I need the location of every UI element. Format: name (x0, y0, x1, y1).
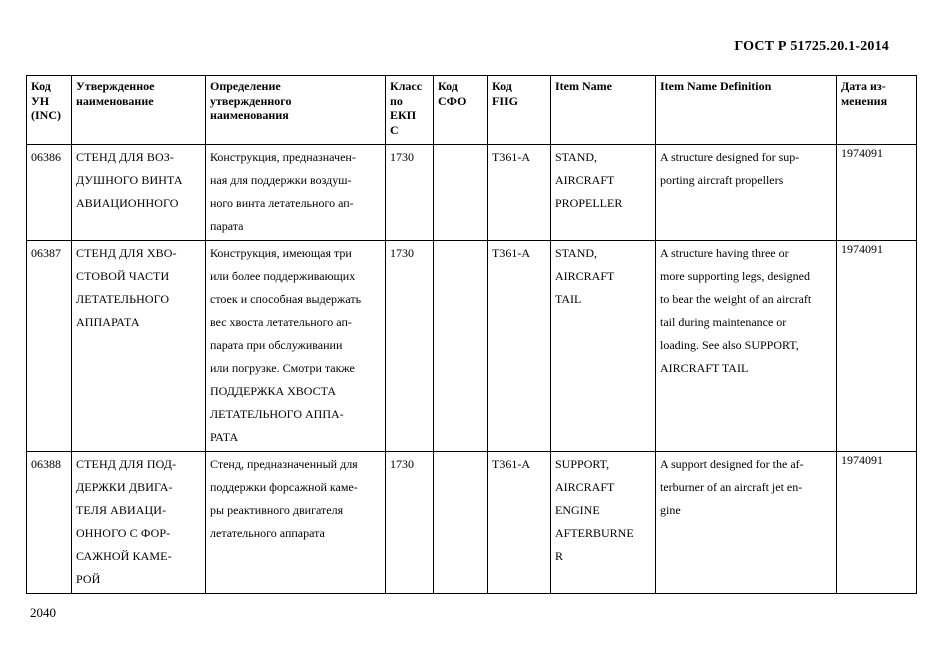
cell-code: 06387 (27, 241, 72, 452)
cell-sfo (434, 241, 488, 452)
cell-class: 1730 (386, 241, 434, 452)
col-header-approved-name: Утвержденное наименование (72, 76, 206, 145)
cell-change-date: 1974091 (837, 241, 917, 452)
table-header-row (27, 76, 917, 145)
document-standard-number: ГОСТ Р 51725.20.1-2014 (734, 39, 889, 54)
cell-class: 1730 (386, 145, 434, 241)
cell-change-date: 1974091 (837, 452, 917, 594)
col-header-item-name: Item Name (551, 76, 656, 145)
cell-item-definition: A structure designed for sup- porting aircraft propellers (656, 145, 837, 241)
cell-definition: Конструкция, предназначен- ная для поддержки воздуш- ного винта летательного ап- парата (206, 145, 386, 241)
cell-approved-name: СТЕНД ДЛЯ ХВО- СТОВОЙ ЧАСТИ ЛЕТАТЕЛЬНОГО АППАРАТА (72, 241, 206, 452)
col-header-code: Код УН (INC) (27, 76, 72, 145)
cell-sfo (434, 145, 488, 241)
cell-sfo (434, 452, 488, 594)
table-row (27, 145, 917, 241)
cell-item-definition: A support designed for the af- terburner of an aircraft jet en- gine (656, 452, 837, 594)
catalog-table (26, 75, 917, 594)
col-header-fiig: Код FIIG (488, 76, 551, 145)
cell-definition: Конструкция, имеющая три или более поддерживающих стоек и способная выдержать вес хвоста летательного ап- парата при обслуживании или погрузке. Смотри также ПОДДЕРЖКА ХВОСТА ЛЕТАТЕЛЬНОГО АППА- РАТА (206, 241, 386, 452)
table-row (27, 452, 917, 594)
col-header-class: Класс по ЕКП С (386, 76, 434, 145)
col-header-definition: Определение утвержденного наименования (206, 76, 386, 145)
col-header-sfo: Код СФО (434, 76, 488, 145)
cell-item-definition: A structure having three or more supporting legs, designed to bear the weight of an aircraft tail during maintenance or loading. See also SUPPORT, AIRCRAFT TAIL (656, 241, 837, 452)
cell-class: 1730 (386, 452, 434, 594)
table-row (27, 241, 917, 452)
cell-fiig: T361-A (488, 452, 551, 594)
cell-definition: Стенд, предназначенный для поддержки форсажной каме- ры реактивного двигателя летательного аппарата (206, 452, 386, 594)
cell-code: 06388 (27, 452, 72, 594)
cell-item-name: SUPPORT, AIRCRAFT ENGINE AFTERBURNE R (551, 452, 656, 594)
cell-item-name: STAND, AIRCRAFT PROPELLER (551, 145, 656, 241)
cell-code: 06386 (27, 145, 72, 241)
cell-fiig: T361-A (488, 241, 551, 452)
col-header-change-date: Дата из- менения (837, 76, 917, 145)
cell-approved-name: СТЕНД ДЛЯ ВОЗ- ДУШНОГО ВИНТА АВИАЦИОННОГО (72, 145, 206, 241)
col-header-item-name-definition: Item Name Definition (656, 76, 837, 145)
cell-approved-name: СТЕНД ДЛЯ ПОД- ДЕРЖКИ ДВИГА- ТЕЛЯ АВИАЦИ- ОННОГО С ФОР- САЖНОЙ КАМЕ- РОЙ (72, 452, 206, 594)
cell-item-name: STAND, AIRCRAFT TAIL (551, 241, 656, 452)
cell-fiig: T361-A (488, 145, 551, 241)
cell-change-date: 1974091 (837, 145, 917, 241)
page-number: 2040 (30, 605, 56, 620)
